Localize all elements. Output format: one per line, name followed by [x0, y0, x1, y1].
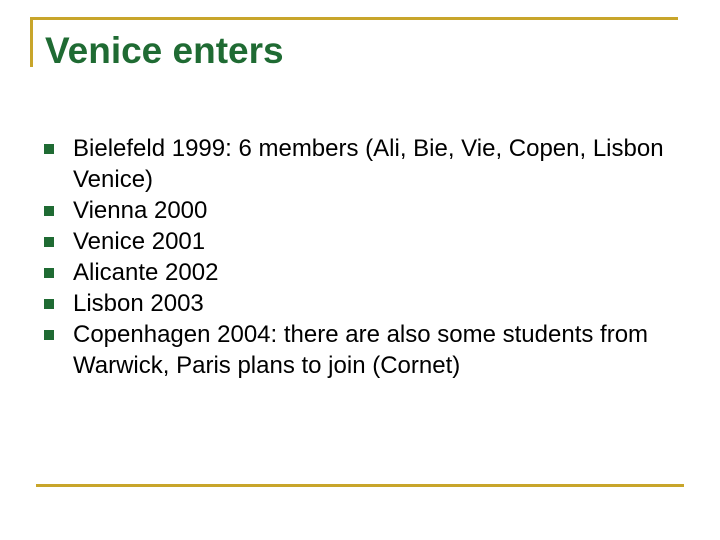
list-item [44, 133, 664, 195]
bullet-text: Bielefeld 1999: 6 members (Ali, Bie, Vie, Copen, Lisbon Venice) [73, 135, 664, 193]
bullet-text: Lisbon 2003 [73, 290, 204, 317]
slide-title: Venice enters [45, 30, 284, 71]
list-item [44, 319, 664, 381]
square-bullet-icon [44, 206, 54, 216]
square-bullet-icon [44, 268, 54, 278]
square-bullet-icon [44, 330, 54, 340]
list-item [44, 257, 664, 288]
bullet-text: Alicante 2002 [73, 259, 219, 286]
list-item [44, 226, 664, 257]
square-bullet-icon [44, 299, 54, 309]
square-bullet-icon [44, 144, 54, 154]
frame-left-line [30, 17, 33, 67]
bullet-text: Venice 2001 [73, 228, 206, 255]
frame-top-line [30, 17, 678, 20]
list-item [44, 288, 664, 319]
bullet-text: Copenhagen 2004: there are also some students from Warwick, Paris plans to join (Cornet) [73, 321, 649, 379]
bullet-text: Vienna 2000 [73, 197, 208, 224]
list-item [44, 195, 664, 226]
frame-bottom-line [36, 484, 684, 487]
bullet-list [44, 133, 664, 381]
square-bullet-icon [44, 237, 54, 247]
